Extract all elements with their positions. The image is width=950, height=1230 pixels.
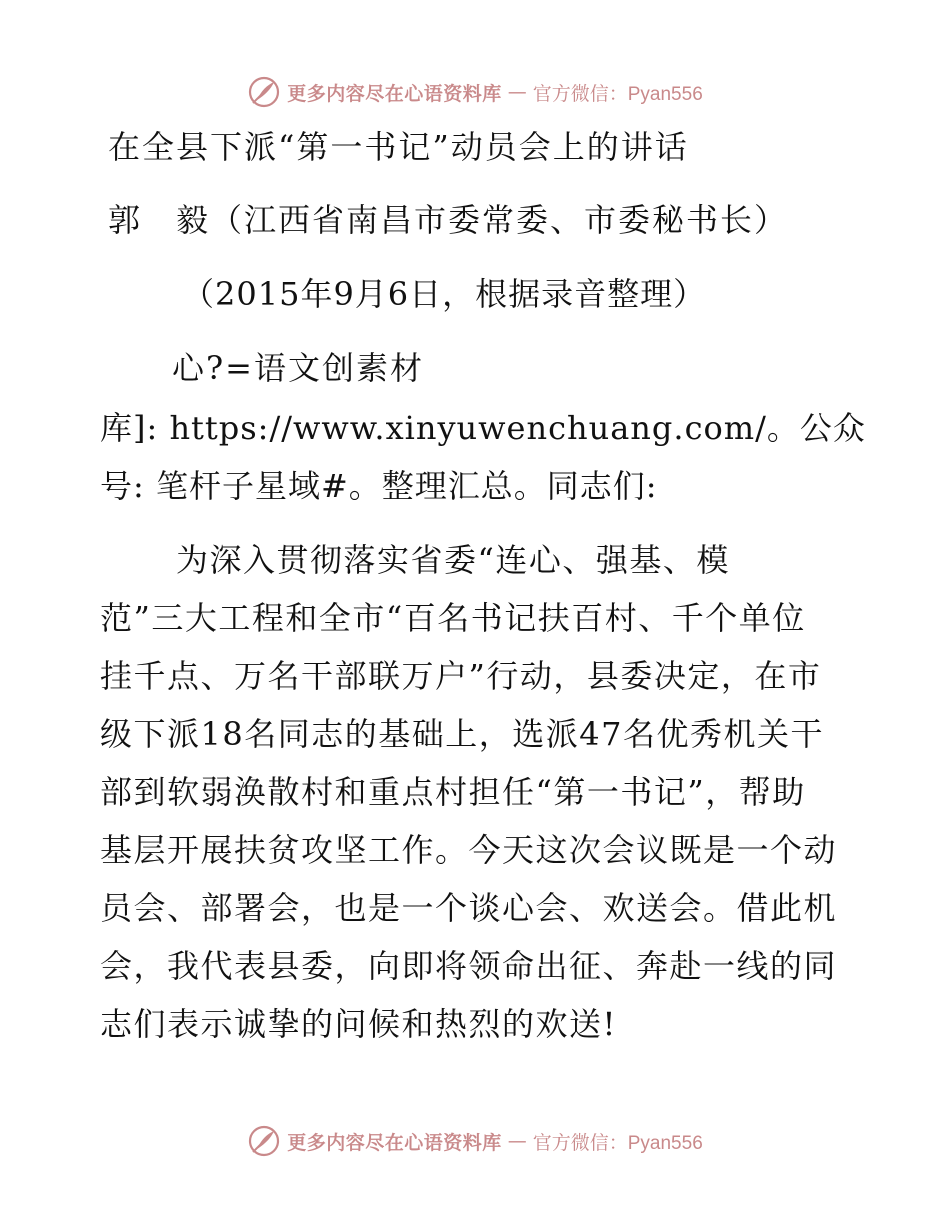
watermark-separator: —: [507, 1130, 527, 1152]
watermark-contact: 官方微信：Pyan556: [532, 83, 703, 105]
date-note: （2015年9月6日，根据录音整理）: [182, 275, 707, 313]
watermark-text: 更多内容尽在心语资料库: [287, 82, 502, 105]
paragraph-line: 范”三大工程和全市“百名书记扶百村、千个单位: [100, 599, 806, 637]
author-line: 郭 毅（江西省南昌市委常委、市委秘书长）: [108, 201, 789, 239]
paragraph-line: 为深入贯彻落实省委“连心、强基、模: [176, 541, 730, 579]
source-line: 号: 笔杆子星域#。整理汇总。同志们:: [100, 467, 658, 505]
footer-watermark: [0, 1121, 950, 1161]
document-title: 在全县下派“第一书记”动员会上的讲话: [108, 128, 689, 166]
paragraph-line: 级下派18名同志的基础上，选派47名优秀机关干: [100, 715, 824, 753]
paragraph-line: 部到软弱涣散村和重点村担任“第一书记”，帮助: [100, 773, 806, 811]
paragraph-line: 员会、部署会，也是一个谈心会、欢送会。借此机: [100, 889, 838, 927]
feather-pen-logo-icon: [247, 1124, 281, 1158]
watermark-separator: —: [507, 81, 527, 103]
paragraph-line: 志们表示诚挚的问候和热烈的欢送!: [100, 1005, 617, 1043]
watermark-contact: 官方微信：Pyan556: [532, 1132, 703, 1154]
paragraph-line: 基层开展扶贫攻坚工作。今天这次会议既是一个动: [100, 831, 838, 869]
paragraph-line: 会，我代表县委，向即将领命出征、奔赴一线的同: [100, 947, 838, 985]
header-watermark: [0, 72, 950, 112]
feather-pen-logo-icon: [247, 75, 281, 109]
source-line: 库]: https://www.xinyuwenchuang.com/。公众: [100, 409, 866, 447]
source-line: 心?=语文创素材: [172, 349, 424, 387]
body-paragraph: [100, 540, 850, 1062]
paragraph-line: 挂千点、万名干部联万户”行动，县委决定，在市: [100, 657, 822, 695]
watermark-text: 更多内容尽在心语资料库: [287, 1131, 502, 1154]
